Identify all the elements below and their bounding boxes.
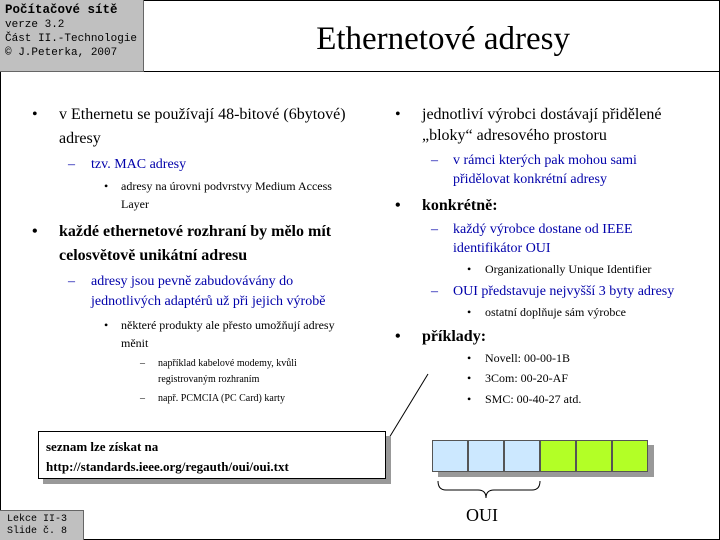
oui-byte-cell [468,440,504,472]
vendor-byte-cell [576,440,612,472]
dash-marker: – [431,284,438,299]
bullet-marker: • [395,328,401,345]
left-item1-line1: v Ethernetu se používají 48-bitové (6bytové) [59,106,346,123]
left-item2-sub1-line1: adresy jsou pevně zabudovávány do [91,274,294,289]
left-item2-detail-line1: některé produkty ale přesto umožňují adresy [121,318,335,332]
right-item3-label: příklady: [422,328,487,345]
dash-marker: – [68,157,75,172]
right-item2-sub1-detail: Organizationally Unique Identifier [485,262,652,276]
right-item2-sub2: OUI představuje nejvyšší 3 byty adresy [453,284,675,299]
oui-label: OUI [466,505,498,525]
bullet-marker: • [32,106,38,123]
small-bullet-marker: • [467,305,472,319]
right-item2-sub1-line2: identifikátor OUI [453,241,551,256]
right-item1-line2: „bloky“ adresového prostoru [422,127,607,144]
left-item2-example1-line2: registrovaným rozhraním [158,374,260,385]
course-part: Část II.-Technologie [5,33,138,45]
small-bullet-marker: • [467,371,472,385]
right-item1-sub1-line2: přidělovat konkrétní adresy [453,172,607,187]
dash-marker: – [140,393,145,404]
vendor-byte-cell [540,440,576,472]
bullet-marker: • [395,197,401,214]
slide-number: Slide č. 8 [7,526,68,537]
dash-marker: – [68,274,75,289]
example-smc: SMC: 00-40-27 atd. [485,392,582,406]
dash-marker: – [431,222,438,237]
right-item2-sub1-line1: každý výrobce dostane od IEEE [453,222,633,237]
left-item1-line2: adresy [59,130,101,147]
small-bullet-marker: • [104,318,109,332]
note-line1: seznam lze získat na [46,439,159,454]
left-item2-example2: např. PCMCIA (PC Card) karty [158,393,285,404]
left-item1-detail-line1: adresy na úrovni podvrstvy Medium Access [121,179,332,193]
note-url: http://standards.ieee.org/regauth/oui/oui.txt [46,459,289,474]
dash-marker: – [140,358,145,369]
bullet-marker: • [32,223,38,240]
slide-title: Ethernetové adresy [316,21,570,57]
small-bullet-marker: • [104,179,109,193]
dash-marker: – [431,153,438,168]
course-title: Počítačové sítě [5,3,118,17]
right-item1-sub1-line1: v rámci kterých pak mohou sami [453,153,637,168]
lesson-number: Lekce II-3 [7,514,68,525]
left-item2-example1-line1: například kabelové modemy, kvůli [158,358,297,369]
left-item1-detail-line2: Layer [121,197,149,211]
bullet-marker: • [395,106,401,123]
small-bullet-marker: • [467,351,472,365]
oui-byte-cell [432,440,468,472]
course-copyright: © J.Peterka, 2007 [5,47,118,59]
right-item2-label: konkrétně: [422,197,498,214]
vendor-byte-cell [612,440,648,472]
right-item1-line1: jednotliví výrobci dostávají přidělené [422,106,662,123]
example-3com: 3Com: 00-20-AF [485,371,569,385]
small-bullet-marker: • [467,392,472,406]
left-item2-detail-line2: měnit [121,336,149,350]
left-item2-sub1-line2: jednotlivých adaptérů už při jejich výrobě [91,294,326,309]
lesson-info-box [0,510,84,540]
oui-byte-cell [504,440,540,472]
example-novell: Novell: 00-00-1B [485,351,570,365]
course-version: verze 3.2 [5,19,65,31]
oui-list-note [38,431,386,479]
left-item2-line1: každé ethernetové rozhraní by mělo mít [59,223,332,240]
left-item2-line2: celosvětově unikátní adresu [59,247,248,264]
small-bullet-marker: • [467,262,472,276]
right-item2-sub2-detail: ostatní doplňuje sám výrobce [485,305,626,319]
left-item1-sub1: tzv. MAC adresy [91,157,187,172]
